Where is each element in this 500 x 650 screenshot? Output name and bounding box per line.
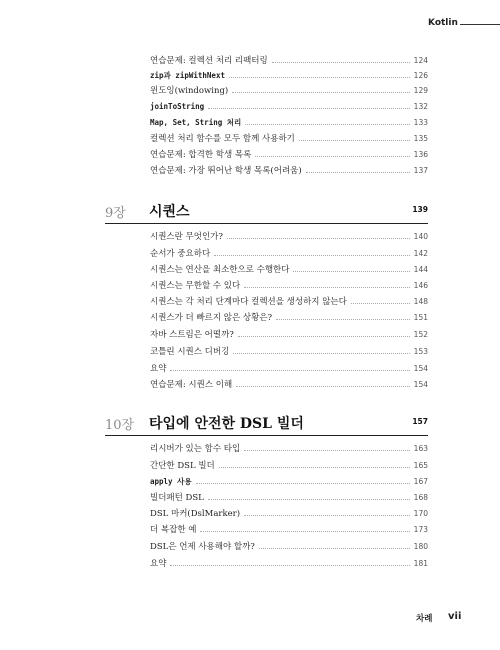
toc-entry-title: 자바 스트림은 어떨까? — [150, 330, 234, 340]
toc-entry — [150, 441, 428, 455]
toc-entry-title: 요약 — [150, 559, 167, 569]
dot-leader — [245, 124, 409, 125]
dot-leader — [227, 238, 410, 239]
dot-leader — [208, 499, 410, 500]
toc-entry — [150, 310, 428, 324]
toc-entry-page: 137 — [413, 165, 428, 175]
dot-leader — [276, 319, 410, 320]
chapter-number: 10장 — [105, 418, 135, 433]
toc-entry-title: 시퀀스란 무엇인가? — [150, 232, 223, 242]
toc-entry-title: 연습문제: 합격한 학생 목록 — [150, 150, 252, 160]
toc-entry — [150, 539, 428, 553]
toc-entry — [150, 327, 428, 341]
dot-leader — [244, 515, 410, 516]
toc-entry-page: 129 — [413, 85, 428, 95]
dot-leader — [214, 255, 409, 256]
dot-leader — [244, 287, 409, 288]
toc-entry-page: 154 — [413, 363, 428, 373]
toc-entry-title: 빌더패턴 DSL — [150, 493, 204, 503]
dot-leader — [170, 565, 409, 566]
toc-entry-title: DSL 마커(DslMarker) — [150, 509, 241, 519]
dot-leader — [259, 548, 410, 549]
dot-leader — [233, 353, 409, 354]
toc-entry — [150, 53, 428, 67]
dot-leader — [196, 483, 410, 484]
chapter-page: 157 — [412, 417, 428, 426]
toc-entry-title: zip과 zipWithNext — [150, 70, 225, 80]
toc-entry — [150, 506, 428, 520]
dot-leader — [208, 108, 409, 109]
dot-leader — [255, 156, 409, 157]
chapter-rule — [105, 223, 428, 224]
toc-entry — [150, 294, 428, 308]
running-header-title: Kotlin — [428, 18, 458, 28]
toc-entry — [150, 262, 428, 276]
toc-entry-title: DSL은 언제 사용해야 할까? — [150, 542, 255, 552]
toc-entry-title: 간단한 DSL 빌더 — [150, 461, 215, 471]
toc-entry-page: 153 — [413, 346, 428, 356]
toc-entry — [150, 344, 428, 358]
toc-entry-title: 연습문제: 가장 뛰어난 학생 목록(어려움) — [150, 166, 302, 176]
toc-entry-title: joinToString — [150, 101, 205, 111]
toc-entry-title: 리시버가 있는 함수 타입 — [150, 444, 241, 454]
toc-entry-page: 151 — [413, 312, 428, 322]
toc-entry-title: 더 복잡한 예 — [150, 525, 197, 535]
toc-entry-title: 순서가 중요하다 — [150, 249, 211, 259]
toc-entry-title: 코틀린 시퀀스 디버깅 — [150, 347, 230, 357]
toc-entry-page: 142 — [413, 248, 428, 258]
chapter-title: 타입에 안전한 DSL 빌더 — [149, 416, 304, 432]
toc-entry-title: 시퀀스는 연산을 최소한으로 수행한다 — [150, 265, 290, 275]
toc-entry — [150, 458, 428, 472]
toc-entry-page: 165 — [413, 460, 428, 470]
dot-leader — [306, 172, 410, 173]
toc-entry-page: 173 — [413, 524, 428, 534]
toc-entry-title: 시퀀스는 각 처리 단계마다 컬렉션을 생성하지 않는다 — [150, 297, 347, 307]
toc-entry — [150, 377, 428, 391]
toc-entry-page: 126 — [413, 70, 428, 80]
dot-leader — [232, 92, 409, 93]
toc-entry-page: 146 — [413, 280, 428, 290]
toc-entry — [150, 361, 428, 375]
dot-leader — [238, 336, 410, 337]
toc-entry — [150, 68, 428, 82]
toc-entry — [150, 490, 428, 504]
toc-entry — [150, 229, 428, 243]
toc-entry-page: 133 — [413, 117, 428, 127]
chapter-number: 9장 — [105, 206, 126, 221]
toc-entry-title: 컬렉션 처리 함수를 모두 함께 사용하기 — [150, 134, 295, 144]
toc-entry — [150, 83, 428, 97]
footer-section-label: 차례 — [416, 614, 433, 624]
toc-entry — [150, 556, 428, 570]
toc-entry-page: 124 — [413, 55, 428, 65]
toc-entry-page: 167 — [413, 476, 428, 486]
toc-entry-page: 140 — [413, 231, 428, 241]
dot-leader — [236, 386, 410, 387]
toc-entry-page: 163 — [413, 443, 428, 453]
dot-leader — [293, 271, 409, 272]
chapter-heading-9 — [105, 201, 428, 223]
toc-entry-page: 152 — [413, 329, 428, 339]
toc-entry-title: 연습문제: 컬렉션 처리 리팩터링 — [150, 56, 268, 66]
toc-entry-title: 요약 — [150, 364, 167, 374]
dot-leader — [299, 140, 410, 141]
toc-entry-title: 연습문제: 시퀀스 이해 — [150, 380, 233, 390]
toc-entry-page: 135 — [413, 133, 428, 143]
toc-entry-page: 180 — [413, 541, 428, 551]
dot-leader — [200, 531, 409, 532]
toc-entry — [150, 115, 428, 129]
toc-entry-page: 181 — [413, 558, 428, 568]
toc-entry-title: Map, Set, String 처리 — [150, 117, 242, 127]
toc-entry — [150, 474, 428, 488]
toc-entry — [150, 246, 428, 260]
toc-entry — [150, 99, 428, 113]
toc-entry-page: 136 — [413, 149, 428, 159]
toc-entry — [150, 147, 428, 161]
toc-entry — [150, 131, 428, 145]
chapter-heading-10 — [105, 413, 428, 435]
toc-entry-page: 148 — [413, 296, 428, 306]
chapter-page: 139 — [412, 205, 428, 214]
chapter-title: 시퀀스 — [149, 204, 190, 220]
toc-entry-page: 168 — [413, 492, 428, 502]
toc-entry-page: 170 — [413, 508, 428, 518]
toc-entry-page: 144 — [413, 264, 428, 274]
toc-entry — [150, 163, 428, 177]
toc-entry — [150, 278, 428, 292]
toc-entry — [150, 522, 428, 536]
toc-entry-title: 시퀀스가 더 빠르지 않은 상황은? — [150, 313, 273, 323]
dot-leader — [244, 450, 409, 451]
dot-leader — [229, 77, 410, 78]
header-rule — [460, 24, 500, 25]
toc-entry-page: 154 — [413, 379, 428, 389]
toc-entry-title: 윈도잉(windowing) — [150, 86, 229, 96]
chapter-rule — [105, 435, 428, 436]
dot-leader — [170, 370, 409, 371]
toc-entry-title: 시퀀스는 무한할 수 있다 — [150, 281, 241, 291]
footer-page-number: vii — [448, 611, 462, 622]
dot-leader — [219, 467, 410, 468]
toc-entry-page: 132 — [413, 101, 428, 111]
dot-leader — [351, 303, 410, 304]
dot-leader — [272, 62, 410, 63]
toc-entry-title: apply 사용 — [150, 476, 192, 486]
